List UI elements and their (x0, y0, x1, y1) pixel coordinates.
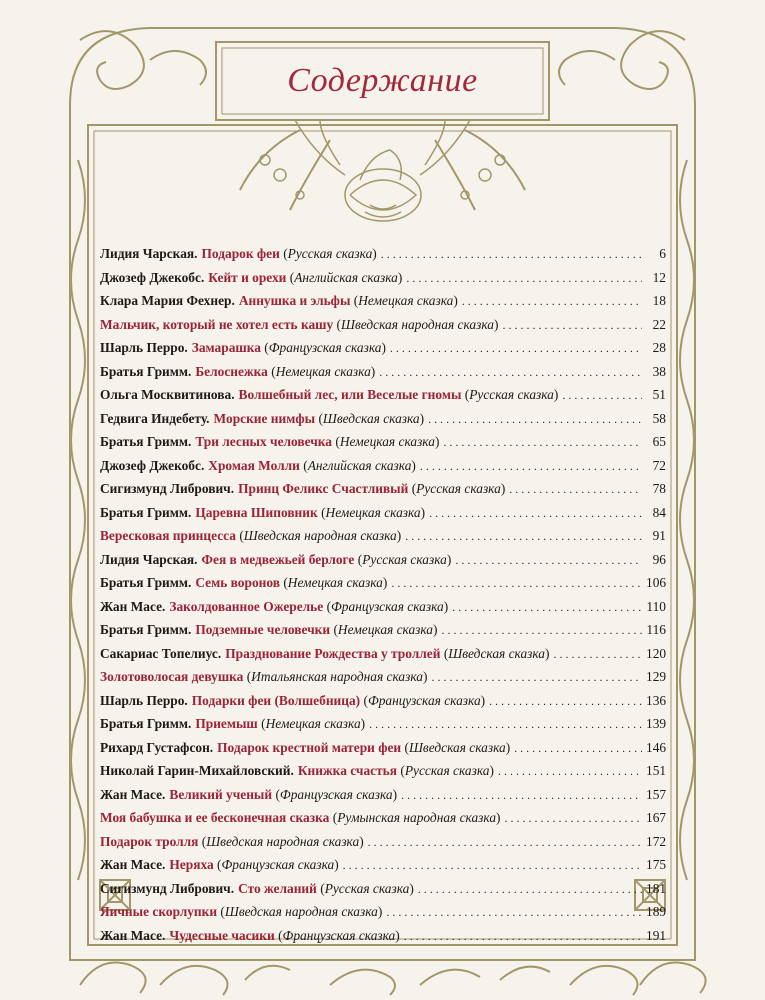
toc-page-number: 139 (646, 716, 667, 731)
toc-genre: (Итальянская народная сказка) (246, 669, 428, 684)
toc-author: Джозеф Джекобс. (100, 269, 205, 285)
toc-leader-dots (462, 294, 642, 309)
toc-page-number: 28 (652, 340, 666, 355)
toc-leader-dots (505, 811, 643, 826)
toc-story-title[interactable]: Книжка счастья (297, 763, 398, 778)
toc-story-title[interactable]: Чудесные часики (169, 927, 275, 943)
toc-author: Жан Масе. (100, 927, 166, 943)
toc-entry[interactable] (100, 669, 666, 693)
toc-genre: (Шведская народная сказка) (220, 904, 383, 919)
toc-genre: (Шведская сказка) (318, 410, 425, 426)
toc-story-title[interactable]: Аннушка и эльфы (238, 293, 351, 308)
toc-story-title[interactable]: Кейт и орехи (208, 269, 287, 285)
toc-author: Братья Гримм. (100, 504, 192, 520)
toc-genre: (Русская сказка) (357, 551, 452, 567)
toc-page-number: 22 (652, 316, 666, 332)
toc-leader-dots (443, 435, 642, 450)
toc-leader-dots (498, 764, 642, 779)
toc-entry[interactable] (100, 693, 666, 717)
toc-entry[interactable] (100, 528, 666, 552)
toc-story-title[interactable]: Подарок феи (201, 246, 280, 261)
toc-leader-dots (553, 647, 642, 662)
toc-entry[interactable] (100, 246, 666, 270)
toc-author: Сигизмунд Либрович. (100, 481, 235, 496)
toc-entry[interactable] (100, 646, 666, 670)
toc-story-title[interactable]: Подарок тролля (100, 833, 199, 849)
toc-story-title[interactable]: Царевна Шиповник (195, 504, 318, 520)
toc-story-title[interactable]: Моя бабушка и ее бесконечная сказка (100, 810, 330, 825)
toc-story-title[interactable]: Принц Феликс Счастливый (238, 481, 409, 496)
toc-entry[interactable] (100, 857, 666, 881)
toc-page-number: 189 (646, 904, 667, 919)
toc-entry[interactable] (100, 387, 666, 411)
toc-page-number: 12 (652, 269, 666, 285)
toc-entry[interactable] (100, 599, 666, 623)
mermaid-illustration (260, 120, 505, 221)
toc-genre: (Румынская народная сказка) (332, 810, 501, 825)
toc-leader-dots (386, 905, 642, 920)
toc-entry[interactable] (100, 481, 666, 505)
toc-entry[interactable] (100, 928, 666, 952)
toc-author: Сигизмунд Либрович. (100, 880, 235, 896)
toc-page-number: 84 (652, 504, 666, 520)
toc-story-title[interactable]: Неряха (169, 857, 214, 872)
toc-leader-dots (441, 623, 642, 638)
toc-story-title[interactable]: Мальчик, который не хотел есть кашу (100, 316, 334, 332)
toc-genre: (Шведская народная сказка) (239, 528, 402, 543)
toc-entry[interactable] (100, 716, 666, 740)
toc-page-number: 106 (646, 575, 667, 590)
toc-author: Шарль Перро. (100, 692, 188, 708)
toc-page-number: 167 (646, 810, 667, 825)
toc-leader-dots (405, 529, 642, 544)
toc-story-title[interactable]: Великий ученый (169, 786, 273, 802)
toc-author: Клара Мария Фехнер. (100, 293, 235, 308)
toc-genre: (Французская сказка) (278, 927, 400, 943)
toc-genre: (Шведская сказка) (404, 739, 511, 755)
toc-genre: (Немецкая сказка) (271, 363, 376, 379)
toc-author: Братья Гримм. (100, 622, 192, 637)
table-of-contents (100, 246, 666, 951)
toc-author: Сакариас Топелиус. (100, 645, 222, 661)
toc-leader-dots (379, 365, 642, 380)
toc-leader-dots (502, 318, 642, 333)
toc-genre: (Французская сказка) (363, 692, 486, 708)
toc-entry[interactable] (100, 434, 666, 458)
toc-page-number: 191 (646, 927, 667, 943)
toc-story-title[interactable]: Золотоволосая девушка (100, 669, 244, 684)
toc-author: Николай Гарин-Михайловский. (100, 763, 294, 778)
toc-genre: (Французская сказка) (275, 786, 398, 802)
toc-entry[interactable] (100, 763, 666, 787)
toc-story-title[interactable]: Белоснежка (195, 363, 268, 379)
toc-author: Ольга Москвитинова. (100, 387, 235, 402)
toc-entry[interactable] (100, 505, 666, 529)
toc-page-number: 38 (652, 363, 666, 379)
toc-author: Лидия Чарская. (100, 551, 198, 567)
toc-page-number: 18 (652, 293, 666, 308)
toc-genre: (Русская сказка) (411, 481, 506, 496)
toc-page-number: 110 (646, 598, 666, 614)
toc-leader-dots (420, 459, 642, 474)
toc-genre: (Русская сказка) (320, 880, 414, 896)
toc-page-number: 6 (659, 246, 666, 261)
toc-author: Братья Гримм. (100, 434, 192, 449)
toc-page-number: 58 (652, 410, 666, 426)
toc-entry[interactable] (100, 575, 666, 599)
toc-entry[interactable] (100, 411, 666, 435)
toc-genre: (Французская сказка) (326, 598, 449, 614)
toc-page-number: 65 (652, 434, 666, 449)
toc-page-number: 120 (646, 645, 667, 661)
toc-author: Братья Гримм. (100, 363, 192, 379)
toc-genre: (Французская сказка) (217, 857, 339, 872)
toc-story-title[interactable]: Подарки феи (Волшебница) (191, 692, 361, 708)
toc-story-title[interactable]: Приемыш (195, 716, 258, 731)
toc-leader-dots (428, 412, 642, 427)
toc-author: Джозеф Джекобс. (100, 457, 205, 473)
toc-genre: (Английская сказка) (303, 457, 416, 473)
toc-page-number: 157 (646, 786, 667, 802)
toc-author: Жан Масе. (100, 857, 166, 872)
toc-page-number: 175 (646, 857, 667, 872)
toc-genre: (Русская сказка) (464, 387, 559, 402)
toc-author: Гедвига Индебету. (100, 410, 210, 426)
toc-page-number: 151 (646, 763, 667, 778)
toc-story-title[interactable]: Замарашка (191, 340, 261, 355)
toc-genre: (Шведская сказка) (443, 645, 550, 661)
toc-leader-dots (562, 388, 642, 403)
toc-page-number: 78 (652, 481, 666, 496)
toc-genre: (Русская сказка) (400, 763, 494, 778)
toc-leader-dots (489, 694, 642, 709)
toc-entry[interactable] (100, 340, 666, 364)
toc-story-title[interactable]: Морские нимфы (213, 410, 316, 426)
toc-entry[interactable] (100, 270, 666, 294)
toc-leader-dots (390, 341, 642, 356)
toc-page-number: 146 (646, 739, 667, 755)
toc-genre: (Шведская народная сказка) (201, 833, 364, 849)
toc-entry[interactable] (100, 552, 666, 576)
toc-story-title[interactable]: Волшебный лес, или Веселые гномы (238, 387, 462, 402)
toc-genre: (Немецкая сказка) (333, 622, 438, 637)
toc-author: Рихард Густафсон. (100, 739, 214, 755)
toc-entry[interactable] (100, 904, 666, 928)
toc-entry[interactable] (100, 810, 666, 834)
toc-author: Шарль Перро. (100, 340, 188, 355)
toc-leader-dots (401, 788, 642, 803)
toc-leader-dots (514, 741, 642, 756)
toc-story-title[interactable]: Празднование Рождества у троллей (225, 645, 441, 661)
toc-leader-dots (391, 576, 642, 591)
toc-genre: (Французская сказка) (264, 340, 386, 355)
toc-genre: (Шведская народная сказка) (336, 316, 499, 332)
toc-story-title[interactable]: Подарок крестной матери феи (217, 739, 402, 755)
toc-author: Лидия Чарская. (100, 246, 198, 261)
toc-page-number: 181 (646, 880, 667, 896)
toc-story-title[interactable]: Хромая Молли (208, 457, 300, 473)
toc-leader-dots (404, 929, 642, 944)
toc-page-number: 51 (652, 387, 666, 402)
toc-leader-dots (455, 553, 642, 568)
toc-entry[interactable] (100, 293, 666, 317)
toc-story-title[interactable]: Заколдованное Ожерелье (169, 598, 324, 614)
toc-author: Жан Масе. (100, 598, 166, 614)
toc-author: Братья Гримм. (100, 575, 192, 590)
page-title: Содержание (287, 62, 478, 99)
toc-author: Братья Гримм. (100, 716, 192, 731)
toc-leader-dots (369, 717, 642, 732)
toc-leader-dots (429, 506, 642, 521)
toc-page-number: 129 (646, 669, 667, 684)
toc-entry[interactable] (100, 317, 666, 341)
toc-entry[interactable] (100, 740, 666, 764)
title-panel (216, 42, 549, 120)
toc-page-number: 136 (646, 692, 667, 708)
toc-story-title[interactable]: Три лесных человечка (195, 434, 333, 449)
toc-leader-dots (381, 247, 642, 262)
toc-entry[interactable] (100, 458, 666, 482)
toc-entry[interactable] (100, 622, 666, 646)
toc-story-title[interactable]: Фея в медвежьей берлоге (201, 551, 355, 567)
toc-genre: (Немецкая сказка) (261, 716, 366, 731)
toc-leader-dots (406, 271, 642, 286)
toc-page-number: 72 (652, 457, 666, 473)
toc-story-title[interactable]: Вересковая принцесса (100, 528, 236, 543)
toc-author: Жан Масе. (100, 786, 166, 802)
toc-story-title[interactable]: Семь воронов (195, 575, 280, 590)
toc-genre: (Английская сказка) (289, 269, 403, 285)
toc-story-title[interactable]: Яичные скорлупки (100, 904, 218, 919)
toc-page-number: 172 (646, 833, 667, 849)
toc-entry[interactable] (100, 787, 666, 811)
toc-leader-dots (343, 858, 642, 873)
toc-genre: (Немецкая сказка) (335, 434, 440, 449)
toc-page-number: 91 (652, 528, 666, 543)
toc-page-number: 116 (646, 622, 666, 637)
toc-story-title[interactable]: Подземные человечки (195, 622, 331, 637)
toc-genre: (Немецкая сказка) (283, 575, 388, 590)
toc-entry[interactable] (100, 834, 666, 858)
toc-leader-dots (368, 835, 642, 850)
toc-page-number: 96 (652, 551, 666, 567)
toc-leader-dots (509, 482, 642, 497)
toc-genre: (Русская сказка) (283, 246, 377, 261)
toc-genre: (Немецкая сказка) (321, 504, 426, 520)
toc-leader-dots (418, 882, 642, 897)
toc-leader-dots (452, 600, 642, 615)
toc-entry[interactable] (100, 881, 666, 905)
toc-entry[interactable] (100, 364, 666, 388)
toc-story-title[interactable]: Сто желаний (238, 880, 317, 896)
toc-leader-dots (431, 670, 642, 685)
toc-genre: (Немецкая сказка) (353, 293, 458, 308)
